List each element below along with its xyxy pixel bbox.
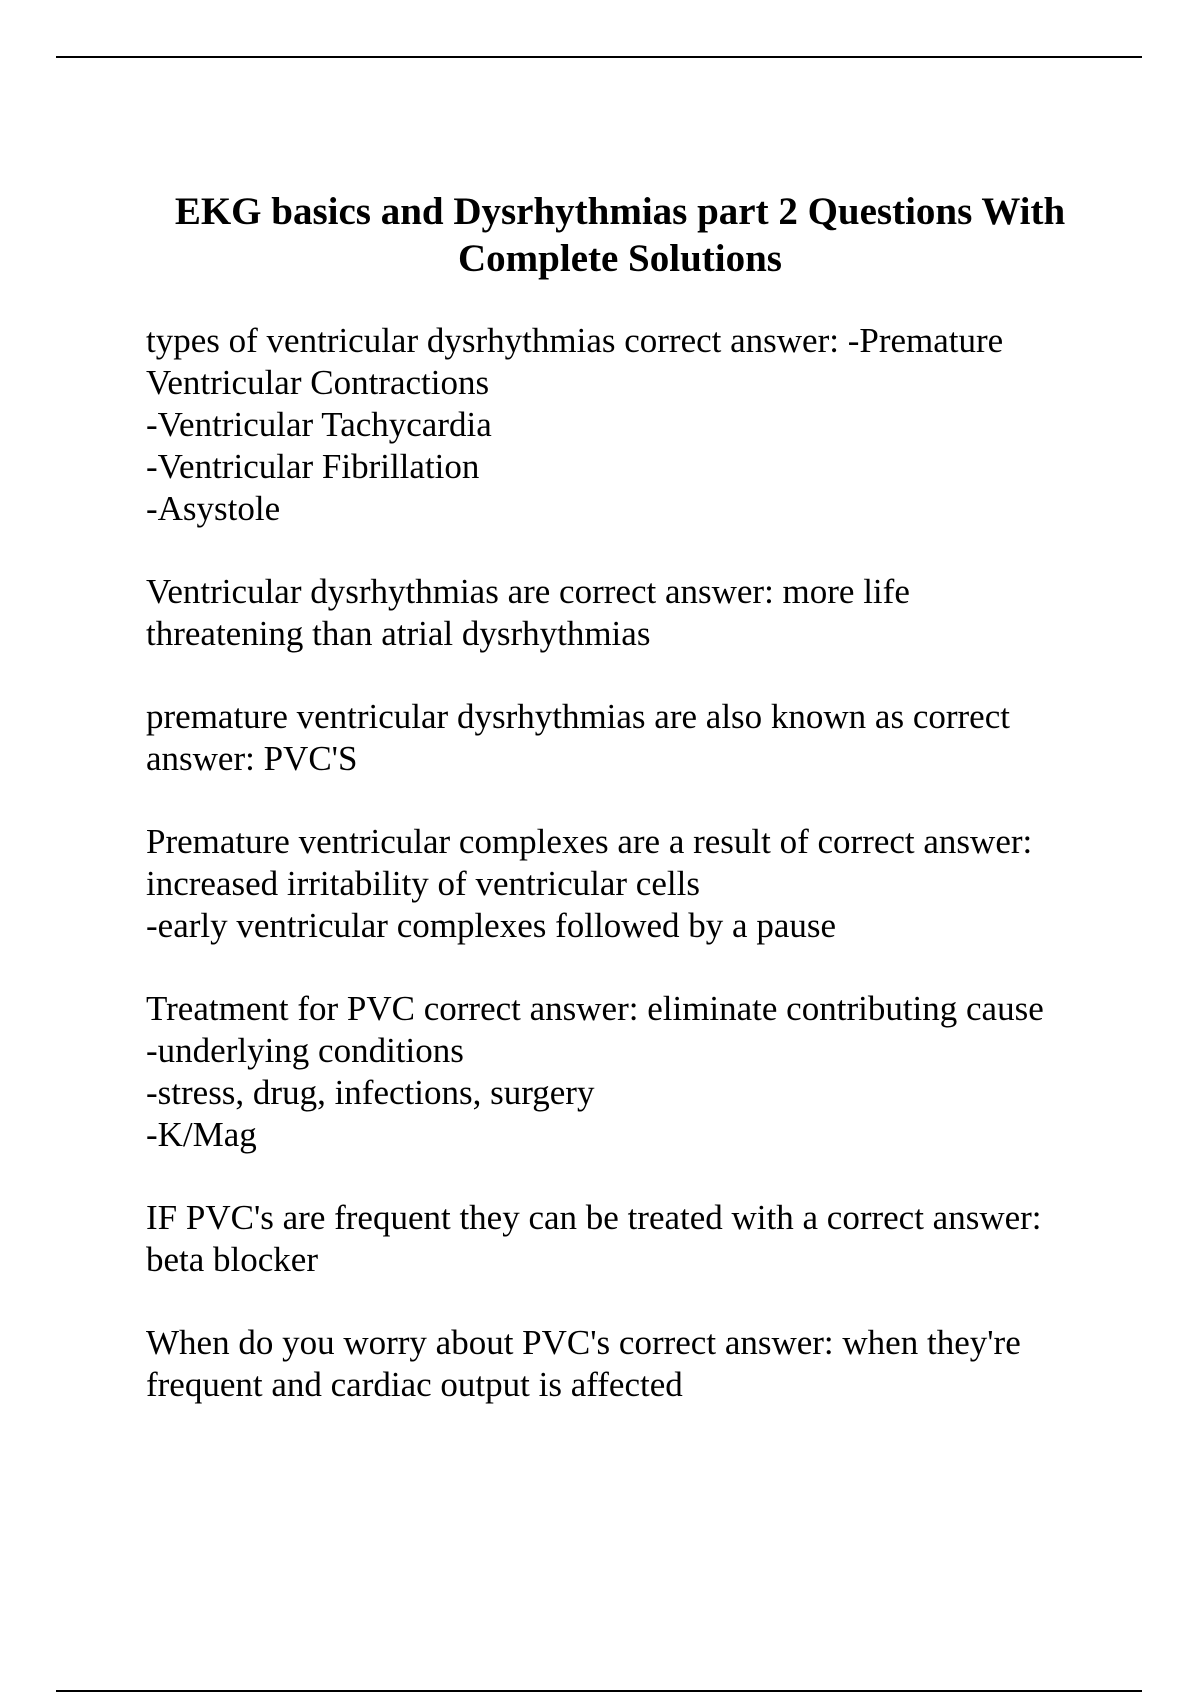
qa-line: Premature ventricular complexes are a result of correct answer:	[146, 822, 1033, 861]
qa-line: -Asystole	[146, 489, 281, 528]
qa-line: types of ventricular dysrhythmias correct answer: -Premature	[146, 321, 1004, 360]
qa-line: IF PVC's are frequent they can be treated with a correct answer:	[146, 1198, 1042, 1237]
qa-line: -Ventricular Fibrillation	[146, 447, 480, 486]
qa-line: -K/Mag	[146, 1115, 257, 1154]
qa-line: beta blocker	[146, 1240, 318, 1279]
qa-line: answer: PVC'S	[146, 739, 358, 778]
bottom-rule	[56, 1690, 1142, 1692]
title-line-2: Complete Solutions	[458, 237, 782, 280]
qa-line: -Ventricular Tachycardia	[146, 405, 492, 444]
qa-item	[146, 988, 1146, 1156]
qa-item	[146, 821, 1146, 947]
qa-list	[146, 320, 1146, 1447]
qa-line: Ventricular dysrhythmias are correct answer: more life	[146, 572, 910, 611]
qa-line: Treatment for PVC correct answer: eliminate contributing cause	[146, 989, 1044, 1028]
qa-item	[146, 571, 1146, 655]
qa-line: premature ventricular dysrhythmias are also known as correct	[146, 697, 1010, 736]
qa-item	[146, 320, 1146, 530]
qa-line: frequent and cardiac output is affected	[146, 1365, 683, 1404]
qa-item	[146, 696, 1146, 780]
qa-line: -underlying conditions	[146, 1031, 464, 1070]
top-rule	[56, 56, 1142, 58]
page-title	[100, 188, 1140, 282]
qa-line: Ventricular Contractions	[146, 363, 490, 402]
qa-line: -stress, drug, infections, surgery	[146, 1073, 595, 1112]
qa-line: threatening than atrial dysrhythmias	[146, 614, 651, 653]
qa-item	[146, 1322, 1146, 1406]
qa-line: When do you worry about PVC's correct answer: when they're	[146, 1323, 1021, 1362]
qa-item	[146, 1197, 1146, 1281]
qa-line: -early ventricular complexes followed by a pause	[146, 906, 837, 945]
title-line-1: EKG basics and Dysrhythmias part 2 Questions With	[174, 190, 1066, 233]
qa-line: increased irritability of ventricular cells	[146, 864, 700, 903]
